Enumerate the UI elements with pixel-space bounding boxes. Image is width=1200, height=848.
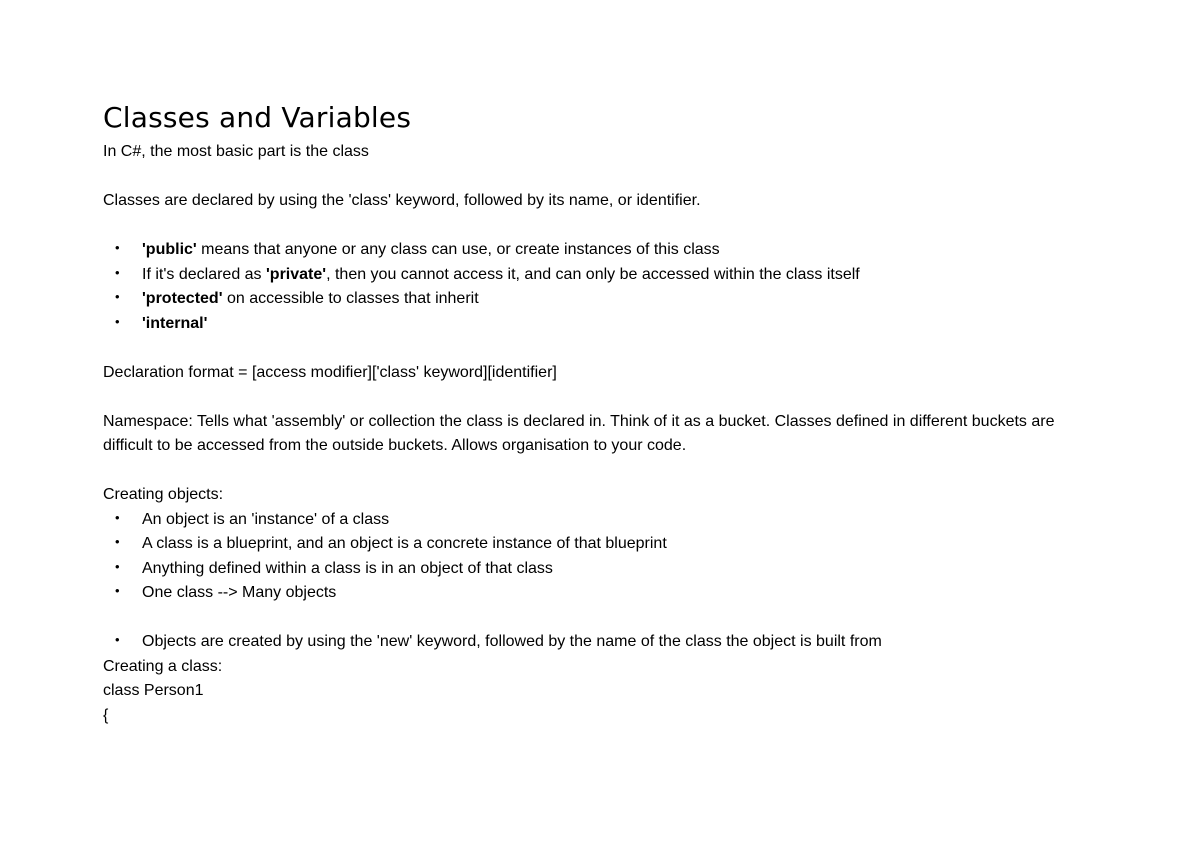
modifier-description: means that anyone or any class can use, or create instances of this class — [196, 241, 720, 258]
list-item — [103, 630, 1103, 655]
bullet-icon: • — [115, 558, 120, 574]
modifier-description: , then you cannot access it, and can only be accessed within the class itself — [326, 265, 860, 283]
code-line: { — [103, 706, 109, 724]
modifier-prefix: If it's declared as — [142, 265, 266, 283]
new-keyword-list — [103, 630, 1103, 655]
list-item — [103, 312, 1103, 337]
spacer — [103, 606, 1103, 631]
list-item — [103, 263, 1103, 288]
page-title: Classes and Variables — [103, 101, 412, 134]
bullet-icon: • — [115, 509, 120, 525]
modifier-keyword: 'private' — [266, 265, 327, 283]
list-item — [103, 581, 1103, 606]
list-item-text: Anything defined within a class is in an object of that class — [142, 559, 553, 577]
bullet-icon: • — [115, 313, 120, 329]
bullet-icon: • — [115, 534, 120, 549]
document-body — [103, 98, 1103, 728]
list-item — [103, 508, 1103, 533]
spacer — [103, 459, 1103, 484]
object-points-list — [103, 508, 1103, 606]
list-item-text: A class is a blueprint, and an object is a concrete instance of that blueprint — [142, 535, 667, 552]
classes-declared-paragraph: Classes are declared by using the 'class' keyword, followed by its name, or identifier. — [103, 192, 701, 209]
access-modifier-list — [103, 238, 1103, 336]
list-item-text: An object is an 'instance' of a class — [142, 510, 390, 528]
bullet-icon: • — [115, 583, 120, 598]
spacer — [103, 336, 1103, 361]
modifier-keyword: 'internal' — [142, 314, 208, 332]
namespace-paragraph: Namespace: Tells what 'assembly' or collection the class is declared in. Think of it as a bucket. Classes defined in different buckets are difficult to be accessed from the outside buckets. Allows organisation to your code. — [103, 412, 1055, 454]
spacer — [103, 214, 1103, 239]
list-item-text: Objects are created by using the 'new' keyword, followed by the name of the class the object is built from — [142, 633, 882, 650]
spacer — [103, 165, 1103, 190]
code-line: class Person1 — [103, 682, 204, 699]
spacer — [103, 385, 1103, 410]
bullet-icon: • — [115, 289, 120, 304]
declaration-format-paragraph: Declaration format = [access modifier]['class' keyword][identifier] — [103, 363, 557, 381]
creating-objects-heading: Creating objects: — [103, 486, 224, 503]
creating-class-heading: Creating a class: — [103, 657, 223, 675]
list-item — [103, 557, 1103, 582]
list-item — [103, 287, 1103, 312]
modifier-keyword: 'protected' — [142, 290, 223, 307]
bullet-icon: • — [115, 240, 120, 255]
bullet-icon: • — [115, 632, 120, 647]
bullet-icon: • — [115, 264, 120, 280]
intro-paragraph: In C#, the most basic part is the class — [103, 143, 369, 160]
list-item — [103, 238, 1103, 263]
list-item — [103, 532, 1103, 557]
modifier-description: on accessible to classes that inherit — [222, 290, 479, 307]
modifier-keyword: 'public' — [142, 241, 197, 258]
list-item-text: One class --> Many objects — [142, 584, 337, 601]
